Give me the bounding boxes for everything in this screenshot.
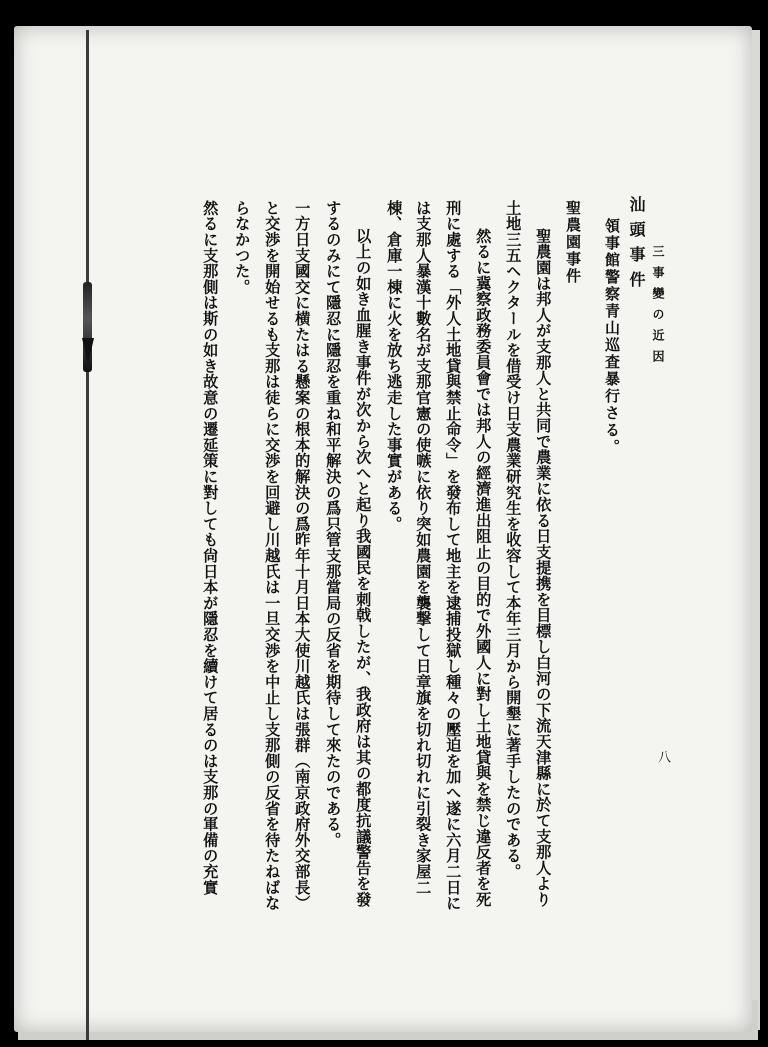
body-line: と交渉を開始せるも支那は徒らに交渉を回避し川越氏は一旦交渉を中止し支那側の反省を待たねばな — [263, 200, 282, 911]
running-title: 三事變の近因 — [651, 245, 665, 371]
book-spine — [86, 30, 89, 1040]
page-number: 八 — [655, 750, 670, 763]
section-line: 領事館警察青山巡査暴行さる。 — [603, 218, 621, 456]
body-line: 以上の如き血腥き事件が次から次へと起り我國民を刺戟したが、我政府は其の都度抗議警告を發 — [354, 228, 373, 908]
body-line: 刑に處する「外人土地貸與禁止命令」を發布して地主を逮捕投獄し種々の壓迫を加へ遂に六月二日に — [444, 200, 463, 911]
body-line: するのみにて隱忍に隱忍を重ね和平解決の爲只管支那當局の反省を期待して來たのである。 — [324, 200, 343, 848]
body-line: 然るに冀察政務委員會では邦人の經濟進出阻止の目的で外國人に對し土地貸與を禁じ違反者を死 — [474, 228, 493, 908]
bookmark-ribbon-tip — [82, 338, 94, 364]
body-line: 聖農園は邦人が支那人と共同で農業に依る日支提携を目標し白河の下流天津縣に於て支那人より — [534, 228, 553, 908]
body-line: は支那人暴漢十數名が支那官憲の使嗾に依り突如農園を襲撃して日章旗を切れ切れに引裂き家屋二 — [414, 200, 433, 896]
body-line: 然るに支那側は斯の如き故意の遷延策に對しても尙日本が隱忍を續けて居るのは支那の軍備の充實 — [201, 200, 220, 896]
book-page — [14, 26, 752, 1032]
section-title-shantou: 汕頭事件 — [627, 196, 646, 296]
body-line: 土地三五ヘクタールを借受け日支農業研究生を收容して本年三月から開墾に著手したのである。 — [504, 200, 523, 880]
body-line: らなかつた。 — [233, 200, 252, 295]
body-line: 一方日支國交に横たはる懸案の根本的解決の爲昨年十月日本大使川越氏は張群（南京政府外交部長） — [293, 200, 312, 911]
body-line: 棟、倉庫一棟に火を放ち逃走した事實がある。 — [385, 200, 404, 532]
section-title-shengnong: 聖農園事件 — [564, 200, 582, 285]
